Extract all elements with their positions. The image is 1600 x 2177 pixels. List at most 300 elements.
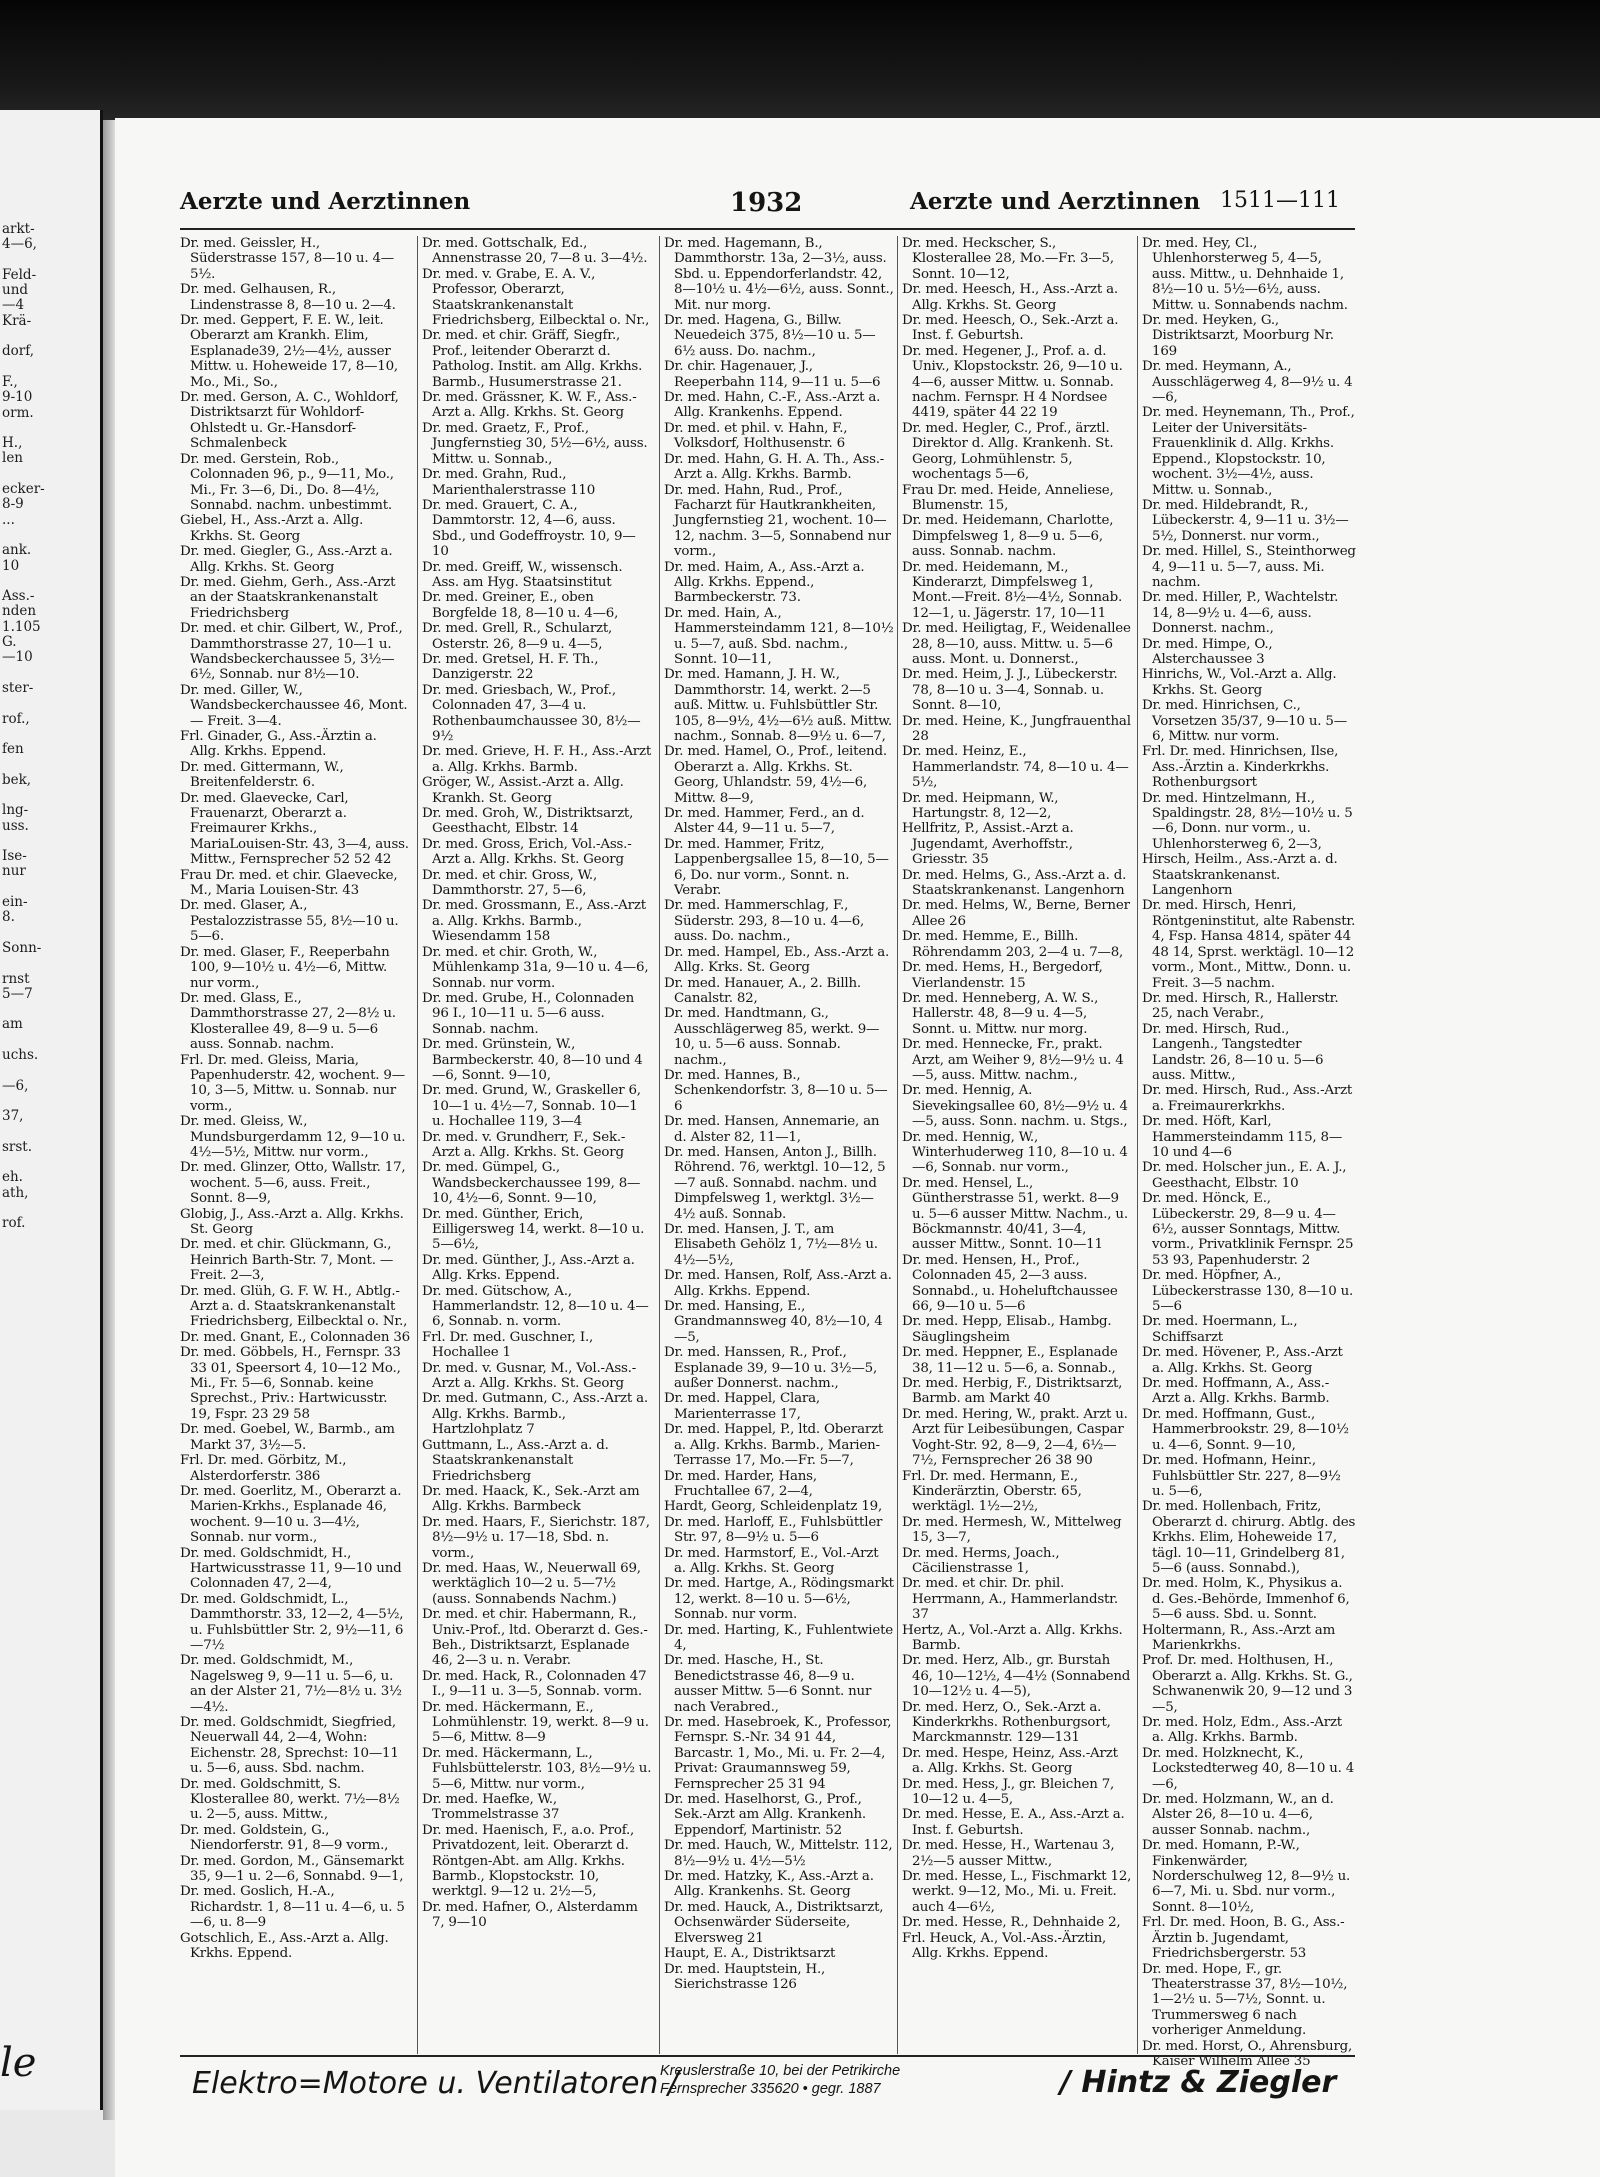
directory-entry-text: Dr. med. Horst, O., Ahrensburg, Kaiser Wilhelm Allee 35 [1142, 2038, 1353, 2069]
directory-entry [1142, 1792, 1356, 1838]
directory-entry [902, 1869, 1132, 1915]
directory-entry [422, 236, 652, 267]
directory-entry [902, 1653, 1132, 1699]
directory-entry [422, 1207, 652, 1253]
directory-entry-text: Dr. med. Hagemann, B., Dammthorstr. 13a, 2—3½, auss. Sbd. u. Eppendorferlandstr. 42, 8—10½ u. 4½—6½, auss. Sonnt., Mit. nur morg. [664, 236, 894, 313]
directory-entry-text: Dr. med. Goebel, W., Barmb., am Markt 37, 3½—5. [180, 1422, 395, 1453]
directory-entry [422, 1561, 652, 1607]
directory-entry [902, 621, 1132, 667]
directory-entry-text: Dr. med. Höpfner, A., Lübeckerstrasse 130, 8—10 u. 5—6 [1142, 1268, 1354, 1315]
directory-entry [902, 1176, 1132, 1253]
directory-entry-text: Dr. med. Hems, H., Bergedorf, Vierlandenstr. 15 [902, 960, 1103, 991]
directory-entry-text: Dr. med. Gümpel, G., Wandsbeckerchaussee 199, 8—10, 4½—6, Sonnt. 9—10, [422, 1160, 641, 1207]
directory-entry [422, 390, 652, 421]
directory-entry-text: Dr. med. Greiff, W., wissensch. Ass. am Hyg. Staatsinstitut [422, 559, 623, 590]
directory-entry [180, 1330, 410, 1345]
directory-entry [422, 652, 652, 683]
directory-entry-text: Dr. med. Hirsch, Henri, Röntgeninstitut, alte Rabenstr. 4, Fsp. Hansa 4814, später 44 48 14, Sprst. werktägl. 10—12 vorm., Mont., Mittw., Donn. u. Freit. 3—5 nachm. [1142, 898, 1356, 991]
directory-entry [1142, 1838, 1356, 1915]
directory-entry [664, 560, 894, 606]
directory-entry [664, 1715, 894, 1792]
directory-entry [422, 683, 652, 745]
directory-entry-text: Dr. med. Hespe, Heinz, Ass.-Arzt a. Allg. Krkhs. St. Georg [902, 1745, 1118, 1777]
directory-entry [664, 1391, 894, 1422]
directory-entry [180, 1653, 410, 1715]
directory-entry [1142, 498, 1356, 544]
directory-column-1 [180, 236, 410, 1962]
directory-entry-text: Dr. med. et chir. Glückmann, G., Heinrich Barth-Str. 7, Mont. — Freit. 2—3, [180, 1237, 394, 1284]
directory-entry [902, 667, 1132, 713]
directory-entry [1142, 1314, 1356, 1345]
directory-entry [422, 590, 652, 621]
directory-entry-text: Dr. med. Hesse, E. A., Ass.-Arzt a. Inst. f. Geburtsh. [902, 1807, 1125, 1838]
directory-entry-text: Dr. med. Glüh, G. F. W. H., Abtlg.-Arzt a. d. Staatskrankenanstalt Friedrichsberg, Eilbecktal o. Nr., [180, 1283, 408, 1330]
directory-entry [664, 1268, 894, 1299]
directory-entry-text: Dr. med. Heidemann, Charlotte, Dimpfelsweg 1, 8—9 u. 5—6, auss. Sonnab. nachm. [902, 513, 1114, 560]
directory-entry-text: Dr. med. Hesse, H., Wartenau 3, 2½—5 ausser Mittw., [902, 1838, 1115, 1869]
directory-entry [180, 1854, 410, 1885]
directory-entry-text: Dr. med. Hegler, C., Prof., ärztl. Direktor d. Allg. Krankenh. St. Georg, Lohmühlenstr. 5, wochentags 5—6, [902, 420, 1114, 483]
directory-entry [422, 1037, 652, 1083]
directory-entry-text: Dr. med. Grässner, K. W. F., Ass.-Arzt a. Allg. Krkhs. St. Georg [422, 390, 637, 421]
directory-entry-text: Dr. med. Graetz, F., Prof., Jungfernstieg 30, 5½—6½, auss. Mittw. u. Sonnab., [422, 420, 648, 467]
directory-entry [664, 1145, 894, 1222]
directory-column-3 [664, 236, 894, 1992]
directory-entry-text: Dr. med. Holzmann, W., an d. Alster 26, 8—10 u. 4—6, ausser Sonnab. nachm., [1142, 1792, 1334, 1838]
directory-entry [664, 1576, 894, 1622]
facing-page-text: arkt- 4—6, Feld- und —4 Krä- dorf, F., 9-10 orm. H., len ecker- 8-9 ... ank. 10 Ass.- nden 1.105 G. —10 ster- rof., fen bek, lng- uss. Ise- nur ein- 8. Sonn- rnst 5—7 am uchs. —6, 37, srst. eh. ath, rof. [2, 221, 45, 1232]
directory-entry [180, 1931, 410, 1962]
directory-entry [422, 1900, 652, 1931]
directory-entry-text: Dr. med. Heymann, A., Ausschlägerweg 4, 8—9½ u. 4—6, [1142, 359, 1353, 406]
directory-entry-text: Dr. med. Hauck, A., Distriktsarzt, Ochsenwärder Süderseite, Elversweg 21 [664, 1899, 884, 1946]
directory-entry-text: Dr. med. Goldschmidt, H., Hartwicusstrasse 11, 9—10 und Colonnaden 47, 2—4, [180, 1545, 402, 1592]
directory-entry [422, 1823, 652, 1900]
directory-entry-text: Dr. med. Griesbach, W., Prof., Colonnaden 47, 3—4 u. Rothenbaumchaussee 30, 8½—9½ [422, 682, 641, 744]
directory-entry-text: Dr. med. Heckscher, S., Klosterallee 28, Mo.—Fr. 3—5, Sonnt. 10—12, [902, 236, 1114, 282]
directory-entry [1142, 313, 1356, 359]
directory-entry [1142, 898, 1356, 990]
directory-entry [664, 1900, 894, 1946]
ad-address [660, 2062, 900, 2098]
directory-entry-text: Dr. med. Goldstein, G., Niendorferstr. 91, 8—9 vorm., [180, 1822, 389, 1854]
directory-entry [1142, 590, 1356, 636]
directory-entry-text: Gröger, W., Assist.-Arzt a. Allg. Krankh. St. Georg [422, 775, 624, 806]
header-right-title: Aerzte und Aerztinnen [910, 188, 1201, 215]
directory-entry-text: Dr. med. Hack, R., Colonnaden 47 I., 9—11 u. 3—5, Sonnab. vorm. [422, 1668, 647, 1700]
directory-entry-text: Dr. med. Holm, K., Physikus a. d. Ges.-Behörde, Immenhof 6, 5—6 auss. Sbd. u. Sonnt. [1142, 1576, 1350, 1623]
directory-entry [902, 898, 1132, 929]
advertisement-banner [180, 2062, 1355, 2110]
directory-entry-text: Hinrichs, W., Vol.-Arzt a. Allg. Krkhs. St. Georg [1142, 667, 1337, 698]
directory-entry-text: Dr. med. Holz, Edm., Ass.-Arzt a. Allg. Krkhs. Barmb. [1142, 1715, 1342, 1746]
facing-page-ad-fragment: le [0, 2040, 37, 2086]
ad-product-text: Elektro=Motore u. Ventilatoren / [192, 2066, 679, 2101]
directory-entry [180, 1284, 410, 1330]
directory-entry [422, 560, 652, 591]
directory-entry-text: Dr. med. Hiller, P., Wachtelstr. 14, 8—9½ u. 4—6, auss. Donnerst. nachm., [1142, 590, 1339, 637]
directory-entry [902, 1838, 1132, 1869]
directory-entry-text: Dr. med. Hillel, S., Steinthorweg 4, 9—11 u. 5—7, auss. Mi. nachm. [1142, 544, 1356, 590]
directory-entry-text: Dr. med. Helms, G., Ass.-Arzt a. d. Staatskrankenanst. Langenhorn [902, 867, 1127, 899]
directory-entry [1142, 667, 1356, 698]
directory-entry [180, 1053, 410, 1115]
directory-entry-text: Dr. med. Hammer, Fritz, Lappenbergsallee 15, 8—10, 5—6, Do. nur vorm., Sonnt. n. Verabr. [664, 836, 889, 899]
directory-entry [1142, 991, 1356, 1022]
directory-entry [422, 1669, 652, 1700]
directory-entry-text: Dr. med. Hamann, J. H. W., Dammthorstr. 14, werkt. 2—5 auß. Mittw. u. Fuhlsbüttler Str. 105, 8—9½, 4½—6½ auß. Mittw. nachm., Sonnab. 8—9½ u. 6—7, [664, 667, 892, 744]
directory-entry-text: Dr. med. Grünstein, W., Barmbeckerstr. 40, 8—10 und 4—6, Sonnt. 9—10, [422, 1037, 643, 1083]
directory-entry [422, 328, 652, 390]
directory-entry-text: Dr. med. Hahn, Rud., Prof., Facharzt für Hautkrankheiten, Jungfernstieg 21, wochent. 10—12, nachm. 3—5, Sonnabend nur vorm., [664, 482, 891, 560]
directory-entry-text: Dr. med. Haselhorst, G., Prof., Sek.-Arzt am Allg. Krankenh. Eppendorf, Martinistr. 52 [664, 1792, 866, 1838]
directory-entry [664, 483, 894, 560]
directory-entry-text: Dr. med. Hermesh, W., Mittelweg 15, 3—7, [902, 1514, 1122, 1546]
directory-column-2 [422, 236, 652, 1931]
directory-entry-text: Dr. med. Grauert, C. A., Dammtorstr. 12, 4—6, auss. Sbd., und Godeffroystr. 10, 9—10 [422, 497, 636, 560]
directory-entry-text: Dr. med. Gottschalk, Ed., Annenstrasse 20, 7—8 u. 3—4½. [422, 236, 648, 267]
directory-entry [1142, 1191, 1356, 1268]
directory-entry-text: Dr. med. Günther, Erich, Eilligersweg 14, werkt. 8—10 u. 5—6½, [422, 1206, 645, 1253]
directory-entry-text: Dr. med. v. Grundherr, F., Sek.-Arzt a. Allg. Krkhs. St. Georg [422, 1129, 626, 1160]
directory-entry [1142, 852, 1356, 898]
directory-entry-text: Dr. med. Henneberg, A. W. S., Hallerstr. 48, 8—9 u. 4—5, Sonnt. u. Mittw. nur morg. [902, 990, 1099, 1037]
directory-entry [902, 1915, 1132, 1930]
directory-entry [664, 1006, 894, 1068]
directory-entry-text: Frl. Dr. med. Guschner, I., Hochallee 1 [422, 1329, 594, 1361]
directory-entry-text: Dr. med. Geissler, H., Süderstrasse 157, 8—10 u. 4—5½. [180, 236, 394, 282]
directory-entry [902, 1376, 1132, 1407]
directory-entry-text: Haupt, E. A., Distriktsarzt [664, 1946, 836, 1962]
directory-entry-text: Dr. med. Goldschmidt, L., Dammthorstr. 33, 12—2, 4—5½, u. Fuhlsbüttler Str. 2, 9½—11, 6—7½ [180, 1591, 404, 1653]
directory-entry-text: Dr. med. Höft, Karl, Hammersteindamm 115, 8—10 und 4—6 [1142, 1114, 1343, 1160]
directory-entry [180, 236, 410, 282]
directory-entry-text: Dr. med. Hannes, B., Schenkendorfstr. 3, 8—10 u. 5—6 [664, 1067, 888, 1114]
directory-entry-text: Dr. med. Harting, K., Fuhlentwiete 4, [664, 1622, 894, 1653]
directory-entry-text: Dr. med. Hoermann, L., Schiffsarzt [1142, 1314, 1298, 1345]
directory-entry-text: Dr. med. Heynemann, Th., Prof., Leiter der Universitäts-Frauenklinik d. Allg. Krkhs. Eppend., Klopstockstr. 10, wochent. 3½—4½, auss. Mittw. u. Sonnab., [1142, 405, 1355, 498]
directory-entry [902, 1807, 1132, 1838]
directory-entry-text: Dr. med. Giegler, G., Ass.-Arzt a. Allg. Krkhs. St. Georg [180, 544, 393, 575]
directory-entry [180, 513, 410, 544]
directory-entry [664, 1114, 894, 1145]
directory-entry-text: Dr. med. Greiner, E., oben Borgfelde 18, 8—10 u. 4—6, [422, 590, 619, 621]
ad-address-line-2: Fernsprecher 335620 • gegr. 1887 [660, 2081, 881, 2097]
directory-entry [422, 1130, 652, 1161]
directory-entry [902, 1576, 1132, 1622]
directory-entry-text: Dr. med. Haars, F., Sierichstr. 187, 8½—9½ u. 17—18, Sbd. n. vorm., [422, 1514, 650, 1561]
directory-entry [1142, 1715, 1356, 1746]
header-rule [180, 228, 1355, 230]
book-gutter [103, 120, 115, 2120]
ad-company-name: / Hintz & Ziegler [1060, 2065, 1337, 2100]
directory-entry [664, 1962, 894, 1993]
directory-column-5 [1142, 236, 1356, 2069]
directory-entry [422, 498, 652, 560]
directory-entry [902, 1623, 1132, 1654]
directory-entry-text: Dr. med. Hövener, P., Ass.-Arzt a. Allg. Krkhs. St. Georg [1142, 1345, 1343, 1376]
directory-entry-text: Hertz, A., Vol.-Arzt a. Allg. Krkhs. Barmb. [902, 1622, 1123, 1653]
directory-entry-text: Dr. med. Hansen, J. T., am Elisabeth Gehölz 1, 7½—8½ u. 4½—5½, [664, 1222, 878, 1268]
directory-entry [422, 1746, 652, 1792]
directory-entry [664, 1499, 894, 1514]
directory-entry-text: Dr. med. Grube, H., Colonnaden 96 I., 10—11 u. 5—6 auss. Sonnab. nachm. [422, 990, 635, 1037]
directory-entry-text: Dr. med. Grell, R., Schularzt, Osterstr. 26, 8—9 u. 4—5, [422, 621, 613, 652]
directory-entry [180, 1546, 410, 1592]
running-header [180, 188, 1355, 222]
directory-entry [664, 837, 894, 899]
directory-entry-text: Dr. med. Hirsch, R., Hallerstr. 25, nach Verabr., [1142, 990, 1339, 1022]
directory-entry [664, 945, 894, 976]
directory-entry [1142, 1160, 1356, 1191]
directory-entry [422, 1284, 652, 1330]
directory-entry-text: Dr. chir. Hagenauer, J., Reeperbahn 114, 9—11 u. 5—6 [664, 359, 881, 390]
directory-entry [422, 775, 652, 806]
directory-entry [180, 282, 410, 313]
column-divider [659, 236, 660, 2054]
directory-entry [1142, 1376, 1356, 1407]
directory-entry [422, 991, 652, 1037]
directory-entry [180, 868, 410, 899]
directory-entry [902, 1083, 1132, 1129]
directory-entry-text: Dr. med. Haack, K., Sek.-Arzt am Allg. Krkhs. Barmbeck [422, 1483, 640, 1515]
directory-entry [902, 282, 1132, 313]
directory-entry [1142, 637, 1356, 668]
directory-entry [422, 1391, 652, 1437]
directory-entry-text: Dr. med. Hesse, R., Dehnhaide 2, [902, 1915, 1121, 1931]
directory-entry-text: Dr. med. Hain, A., Hammersteindamm 121, 8—10½ u. 5—7, auß. Sbd. nachm., Sonnt. 10—11, [664, 605, 894, 667]
directory-entry-text: Dr. med. Goldschmidt, Siegfried, Neuerwall 44, 2—4, Wohn: Eichenstr. 28, Sprechst: 10—11 u. 5—6, auss. Sbd. nachm. [180, 1715, 399, 1777]
directory-entry-text: Dr. med. Herz, Alb., gr. Burstah 46, 10—12½, 4—4½ (Sonnabend 10—12½ u. 4—5), [902, 1653, 1131, 1700]
directory-entry [664, 1869, 894, 1900]
directory-entry-text: Dr. med. Homann, P.-W., Finkenwärder, Norderschulweg 12, 8—9½ u. 6—7, Mi. u. Sbd. nur vorm., Sonnt. 8—10½, [1142, 1838, 1351, 1915]
directory-entry [902, 344, 1132, 421]
directory-entry-text: Dr. med. Giehm, Gerh., Ass.-Arzt an der Staatskrankenanstalt Friedrichsberg [180, 574, 396, 621]
directory-entry-text: Dr. med. Haas, W., Neuerwall 69, werktäglich 10—2 u. 5—7½ (auss. Sonnabends Nachm.) [422, 1560, 641, 1607]
directory-entry-text: Dr. med. v. Gusnar, M., Vol.-Ass.-Arzt a. Allg. Krkhs. St. Georg [422, 1360, 637, 1392]
directory-entry-text: Dr. med. Hope, F., gr. Theaterstrasse 37, 8½—10½, 1—2½ u. 5—7½, Sonnt. u. Trummersweg 6 nach vorheriger Anmeldung. [1142, 1961, 1348, 2039]
directory-entry-text: Dr. med. Hoffmann, Gust., Hammerbrookstr. 29, 8—10½ u. 4—6, Sonnt. 9—10, [1142, 1406, 1349, 1453]
header-left-title: Aerzte und Aerztinnen [180, 188, 471, 215]
directory-entry [422, 621, 652, 652]
directory-entry-text: Dr. med. Hering, W., prakt. Arzt u. Arzt für Leibesübungen, Caspar Voght-Str. 92, 8—9, 2—4, 6½—7½, Fernsprecher 26 38 90 [902, 1406, 1128, 1469]
directory-entry-text: Dr. med. Himpe, O., Alsterchaussee 3 [1142, 636, 1273, 667]
directory-entry [180, 1715, 410, 1777]
directory-entry [180, 313, 410, 390]
directory-entry-text: Dr. med. Gelhausen, R., Lindenstrasse 8, 8—10 u. 2—4. [180, 282, 396, 313]
directory-entry [902, 513, 1132, 559]
directory-entry [664, 1469, 894, 1500]
directory-entry-text: Dr. med. Hansen, Anton J., Billh. Röhrend. 76, werktgl. 10—12, 5—7 auß. Sonnabd. nachm. und Dimpfelsweg 1, werktgl. 3½—4½ auß. Sonnab. [664, 1144, 886, 1222]
directory-entry-text: Dr. med. Hammer, Ferd., an d. Alster 44, 9—11 u. 5—7, [664, 806, 865, 837]
directory-entry-text: Dr. med. Giller, W., Wandsbeckerchaussee 46, Mont. — Freit. 3—4. [180, 682, 408, 729]
directory-entry-text: Frl. Heuck, A., Vol.-Ass.-Ärztin, Allg. Krkhs. Eppend. [902, 1930, 1107, 1962]
directory-entry [422, 421, 652, 467]
directory-entry-text: Dr. med. Glaser, F., Reeperbahn 100, 9—10½ u. 4½—6, Mittw. nur vorm., [180, 944, 390, 991]
directory-entry [180, 575, 410, 621]
directory-entry-text: Dr. med. et chir. Dr. phil. Herrmann, A., Hammerlandstr. 37 [902, 1576, 1118, 1623]
directory-entry-text: Dr. med. Hey, Cl., Uhlenhorsterweg 5, 4—5, auss. Mittw., u. Dehnhaide 1, 8½—10 u. 5½—6½, auss. Mittw. u. Sonnabends nachm. [1142, 236, 1348, 313]
directory-entry [664, 1792, 894, 1838]
directory-entry [422, 1361, 652, 1392]
directory-entry [902, 1746, 1132, 1777]
directory-entry-text: Dr. med. Harder, Hans, Fruchtallee 67, 2—4, [664, 1468, 817, 1499]
directory-entry-text: Dr. med. Geppert, F. E. W., leit. Oberarzt am Krankh. Elim, Esplanade39, 2½—4½, ausser Mittw. u. Hoheweide 17, 8—10, Mo., Mi., So., [180, 313, 398, 390]
directory-entry [180, 1160, 410, 1206]
directory-entry-text: Globig, J., Ass.-Arzt a. Allg. Krkhs. St. Georg [180, 1206, 404, 1237]
directory-entry-text: Dr. med. Handtmann, G., Ausschlägerweg 85, werkt. 9—10, u. 5—6 auss. Sonnab. nachm., [664, 1006, 880, 1068]
directory-entry-text: Dr. med. Häckermann, L., Fuhlsbüttelerstr. 103, 8½—9½ u. 5—6, Mittw. nur vorm., [422, 1745, 652, 1792]
directory-entry [422, 1253, 652, 1284]
directory-entry [902, 1407, 1132, 1469]
directory-entry [422, 1484, 652, 1515]
directory-entry-text: Dr. med. Grieve, H. F. H., Ass.-Arzt a. Allg. Krkhs. Barmb. [422, 744, 652, 775]
directory-entry [902, 791, 1132, 822]
directory-entry [1142, 1114, 1356, 1160]
directory-entry-text: Dr. med. Harloff, E., Fuhlsbüttler Str. 97, 8—9½ u. 5—6 [664, 1514, 883, 1546]
directory-entry [902, 1130, 1132, 1176]
directory-entry [180, 1422, 410, 1453]
directory-entry-text: Dr. med. Herbig, F., Distriktsarzt, Barmb. am Markt 40 [902, 1376, 1123, 1407]
directory-entry [180, 390, 410, 452]
directory-entry-text: Dr. med. Hofmann, Heinr., Fuhlsbüttler Str. 227, 8—9½ u. 5—6, [1142, 1453, 1341, 1499]
directory-entry [664, 1623, 894, 1654]
directory-entry [180, 621, 410, 683]
directory-entry-text: Dr. med. Hammerschlag, F., Süderstr. 293, 8—10 u. 4—6, auss. Do. nachm., [664, 898, 865, 945]
directory-entry [1142, 1623, 1356, 1654]
directory-entry-text: Dr. med. Glaser, A., Pestalozzistrasse 55, 8½—10 u. 5—6. [180, 898, 399, 945]
directory-entry-text: Giebel, H., Ass.-Arzt a. Allg. Krkhs. St. Georg [180, 513, 364, 544]
directory-entry-text: Dr. med. Hartge, A., Rödingsmarkt 12, werkt. 8—10 u. 5—6½, Sonnab. nur vorm. [664, 1576, 894, 1623]
directory-entry-text: Dr. med. Glaevecke, Carl, Frauenarzt, Oberarzt a. Freimaurer Krkhs., MariaLouisen-Str. 43, 3—4, auss. Mittw., Fernsprecher 52 52 42 [180, 790, 409, 868]
directory-entry [664, 236, 894, 313]
column-divider [1137, 236, 1138, 2054]
directory-entry [180, 729, 410, 760]
directory-entry-text: Dr. med. Goldschmidt, M., Nagelsweg 9, 9—11 u. 5—6, u. an der Alster 21, 7½—8½ u. 3½—4½. [180, 1653, 402, 1715]
directory-entry [1142, 1962, 1356, 2039]
directory-entry [902, 821, 1132, 867]
directory-entry [1142, 1746, 1356, 1792]
directory-entry-text: Dr. med. Gnant, E., Colonnaden 36 [180, 1329, 410, 1345]
directory-entry [664, 1946, 894, 1961]
directory-entry [422, 945, 652, 991]
directory-entry-text: Dr. med. Hegener, J., Prof. a. d. Univ., Klopstockstr. 26, 9—10 u. 4—6, ausser Mittw. u. Sonnab. nachm. Fernspr. H 4 Nordsee 4419, später 44 22 19 [902, 343, 1123, 421]
directory-entry-text: Dr. med. Hoffmann, A., Ass.-Arzt a. Allg. Krkhs. Barmb. [1142, 1376, 1330, 1407]
directory-entry-text: Dr. med. Gittermann, W., Breitenfelderstr. 6. [180, 759, 344, 791]
directory-entry-text: Dr. med. Heidemann, M., Kinderarzt, Dimpfelsweg 1, Mont.—Freit. 8½—4½, Sonnab. 12—1, u. Jägerstr. 17, 10—11 [902, 559, 1123, 621]
directory-entry [1142, 1083, 1356, 1114]
directory-entry-text: Dr. med. Günther, J., Ass.-Arzt a. Allg. Krks. Eppend. [422, 1252, 635, 1284]
directory-entry-text: Hardt, Georg, Schleidenplatz 19, [664, 1499, 883, 1515]
directory-entry [180, 1484, 410, 1546]
directory-entry-text: Dr. med. Happel, Clara, Marienterrasse 17, [664, 1391, 820, 1422]
directory-entry [902, 1931, 1132, 1962]
directory-entry [1142, 1268, 1356, 1314]
directory-entry-text: Dr. med. et chir. Gross, W., Dammthorstr. 27, 5—6, [422, 867, 598, 899]
scan-background [0, 0, 1600, 130]
directory-entry-text: Dr. med. Holscher jun., E. A. J., Geesthacht, Elbstr. 10 [1142, 1160, 1347, 1191]
directory-entry [902, 236, 1132, 282]
directory-entry [1142, 1345, 1356, 1376]
directory-entry [1142, 359, 1356, 405]
directory-entry-text: Dr. med. Gleiss, W., Mundsburgerdamm 12, 9—10 u. 4½—5½, Mittw. nur vorm., [180, 1114, 406, 1160]
directory-entry-text: Dr. med. Hönck, E., Lübeckerstr. 29, 8—9 u. 4—6½, ausser Sonntags, Mittw. vorm., Privatklinik Fernspr. 25 53 93, Papenhuderstr. 2 [1142, 1191, 1354, 1268]
directory-entry-text: Frl. Dr. med. Hoon, B. G., Ass.-Ärztin b. Jugendamt, Friedrichsbergerstr. 53 [1142, 1915, 1345, 1962]
directory-entry [422, 898, 652, 944]
directory-entry-text: Dr. med. Hafner, O., Alsterdamm 7, 9—10 [422, 1899, 638, 1931]
directory-entry [180, 760, 410, 791]
directory-entry [664, 606, 894, 668]
directory-entry-text: Dr. med. Hauch, W., Mittelstr. 112, 8½—9½ u. 4½—5½ [664, 1838, 893, 1869]
directory-entry-text: Dr. med. Grahn, Rud., Marienthalerstrasse 110 [422, 467, 596, 498]
directory-entry-text: Dr. med. Grund, W., Graskeller 6, 10—1 u. 4½—7, Sonnab. 10—1 u. Hochallee 119, 3—4 [422, 1083, 641, 1130]
directory-entry [422, 744, 652, 775]
directory-entry [422, 837, 652, 868]
directory-entry-text: Dr. med. Heyken, G., Distriktsarzt, Moorburg Nr. 169 [1142, 313, 1334, 359]
directory-entry-text: Dr. med. et phil. v. Hahn, F., Volksdorf, Holthusenstr. 6 [664, 420, 848, 452]
directory-entry [902, 1515, 1132, 1546]
header-year: 1932 [730, 188, 803, 218]
directory-entry-text: Dr. med. Herz, O., Sek.-Arzt a. Kinderkrkhs. Rothenburgsort, Marckmannstr. 129—131 [902, 1699, 1111, 1746]
directory-entry [180, 991, 410, 1053]
directory-entry-text: Dr. med. Helms, W., Berne, Berner Allee 26 [902, 898, 1130, 929]
directory-entry-text: Dr. med. Heppner, E., Esplanade 38, 11—12 u. 5—6, a. Sonnab., [902, 1345, 1118, 1376]
directory-entry [902, 991, 1132, 1037]
directory-entry [422, 467, 652, 498]
directory-entry [902, 744, 1132, 790]
directory-entry [664, 390, 894, 421]
directory-entry-text: Dr. med. Hennecke, Fr., prakt. Arzt, am Weiher 9, 8½—9½ u. 4—5, auss. Mittw. nachm., [902, 1037, 1124, 1083]
directory-entry [180, 544, 410, 575]
directory-entry [180, 945, 410, 991]
directory-entry-text: Dr. med. Goldschmitt, S. Klosterallee 80, werkt. 7½—8½ u. 2—5, auss. Mittw., [180, 1776, 400, 1823]
directory-entry-text: Dr. med. Häckermann, E., Lohmühlenstr. 19, werkt. 8—9 u. 5—6, Mittw. 8—9 [422, 1699, 649, 1746]
directory-entry [422, 1792, 652, 1823]
directory-entry-text: Dr. med. Groh, W., Distriktsarzt, Geesthacht, Elbstr. 14 [422, 806, 634, 837]
directory-entry-text: Dr. med. et chir. Gilbert, W., Prof., Dammthorstrasse 27, 10—1 u. Wandsbeckerchaussee 5, 3½—6½, Sonnab. nur 8½—10. [180, 621, 403, 683]
directory-entry-text: Dr. med. Hasebroek, K., Professor, Fernspr. S.-Nr. 34 91 44, Barcastr. 1, Mo., Mi. u. Fr. 2—4, Privat: Graumannsweg 59, Fernsprecher 25 31 94 [664, 1715, 892, 1792]
directory-entry [902, 1253, 1132, 1315]
directory-entry-text: Dr. med. Hahn, C.-F., Ass.-Arzt a. Allg. Krankenhs. Eppend. [664, 390, 881, 421]
directory-entry-text: Dr. med. Harmstorf, E., Vol.-Arzt a. Allg. Krkhs. St. Georg [664, 1545, 879, 1576]
directory-entry [180, 452, 410, 514]
directory-entry-text: Dr. med. Heesch, O., Sek.-Arzt a. Inst. f. Geburtsh. [902, 313, 1119, 344]
directory-entry-text: Dr. med. Hagena, G., Billw. Neuedeich 375, 8½—10 u. 5—6½ auss. Do. nachm., [664, 313, 876, 359]
directory-entry-text: Dr. med. Hirsch, Rud., Langenh., Tangstedter Landstr. 26, 8—10 u. 5—6 auss. Mittw., [1142, 1021, 1324, 1083]
directory-entry [664, 667, 894, 744]
directory-entry [1142, 544, 1356, 590]
directory-entry-text: Dr. med. Heinz, E., Hammerlandstr. 74, 8—10 u. 4—5½, [902, 744, 1129, 791]
directory-entry-text: Frl. Ginader, G., Ass.-Ärztin a. Allg. Krkhs. Eppend. [180, 729, 377, 760]
directory-entry [1142, 744, 1356, 790]
directory-entry [422, 267, 652, 329]
directory-entry [1142, 698, 1356, 744]
directory-entry-text: Dr. med. Hansen, Annemarie, an d. Alster 82, 11—1, [664, 1114, 880, 1145]
directory-entry [1142, 1453, 1356, 1499]
directory-entry [902, 1314, 1132, 1345]
directory-entry [422, 1515, 652, 1561]
directory-entry-text: Dr. med. Hinrichsen, C., Vorsetzen 35/37, 9—10 u. 5—6, Mittw. nur vorm. [1142, 698, 1347, 744]
directory-entry [664, 744, 894, 806]
directory-entry [1142, 791, 1356, 853]
directory-entry [1142, 1576, 1356, 1622]
directory-entry-text: Holtermann, R., Ass.-Arzt am Marienkrkhs. [1142, 1622, 1336, 1653]
directory-entry [902, 1700, 1132, 1746]
directory-entry-text: Dr. med. Heiligtag, F., Weidenallee 28, 8—10, auss. Mittw. u. 5—6 auss. Mont. u. Donnerst., [902, 621, 1131, 667]
directory-entry-text: Gotschlich, E., Ass.-Arzt a. Allg. Krkhs. Eppend. [180, 1930, 389, 1962]
directory-entry-text: Dr. med. Hemme, E., Billh. Röhrendamm 203, 2—4 u. 7—8, [902, 929, 1124, 960]
directory-entry-text: Hirsch, Heilm., Ass.-Arzt a. d. Staatskrankenanst. Langenhorn [1142, 852, 1338, 899]
